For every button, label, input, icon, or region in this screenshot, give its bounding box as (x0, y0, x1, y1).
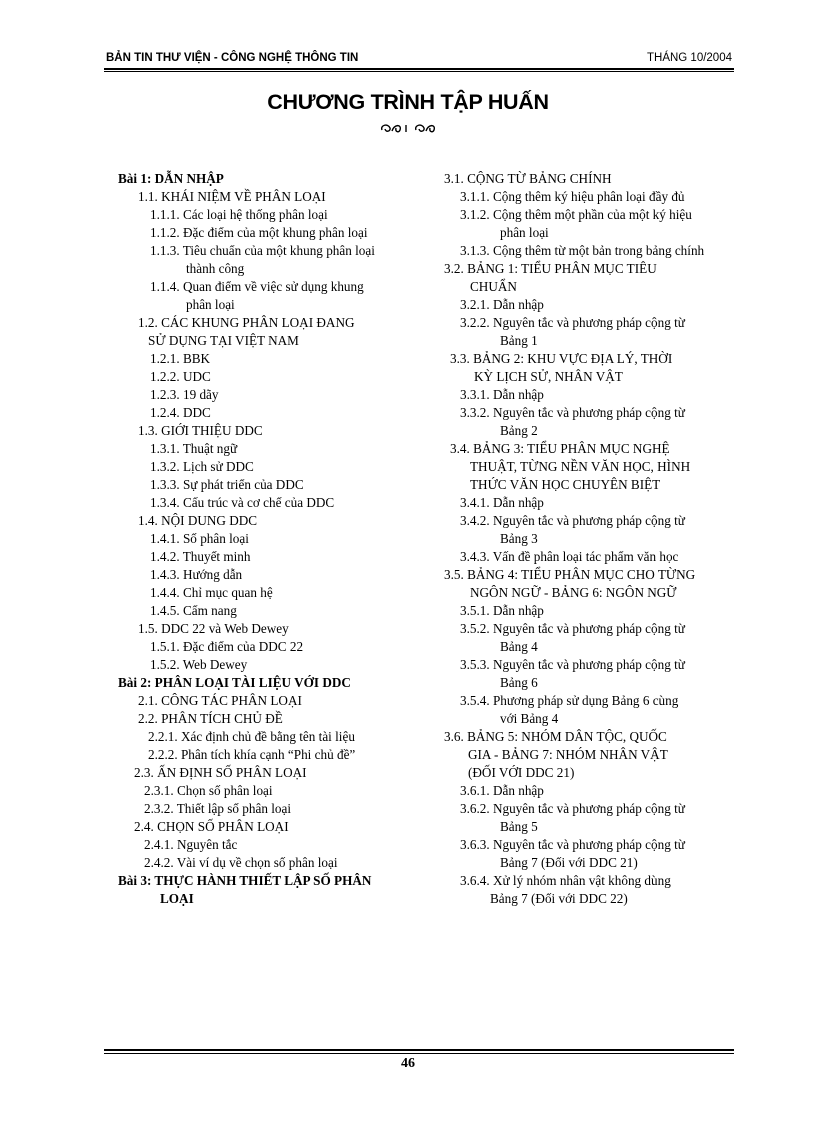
ornament-flourish-icon (378, 121, 438, 135)
toc-entry: 3.5.1. Dẫn nhập (460, 603, 544, 618)
toc-entry: 3.1. CỘNG TỪ BẢNG CHÍNH (444, 171, 612, 186)
toc-entry: 3.2.1. Dẫn nhập (460, 297, 544, 312)
toc-entry: NGÔN NGỮ - BẢNG 6: NGÔN NGỮ (470, 585, 677, 600)
toc-entry: SỬ DỤNG TẠI VIỆT NAM (148, 333, 299, 348)
toc-entry: 1.5.1. Đặc điểm của DDC 22 (150, 639, 304, 654)
toc-entry: (ĐỐI VỚI DDC 21) (468, 765, 575, 780)
toc-entry: 2.1. CÔNG TÁC PHÂN LOẠI (138, 693, 302, 708)
toc-entry: 1.3.4. Cấu trúc và cơ chế của DDC (150, 495, 335, 510)
toc-entry: 1.5.2. Web Dewey (150, 657, 248, 672)
toc-entry: 1.2. CÁC KHUNG PHÂN LOẠI ĐANG (138, 315, 355, 330)
toc-entry: 1.4.2. Thuyết minh (150, 549, 251, 564)
toc-entry: thành công (186, 261, 245, 276)
toc-entry: 2.3. ẤN ĐỊNH SỐ PHÂN LOẠI (134, 765, 307, 780)
toc-entry: Bảng 4 (500, 639, 538, 654)
toc-entry: 1.4. NỘI DUNG DDC (138, 513, 258, 528)
toc-entry: 3.2.2. Nguyên tắc và phương pháp cộng từ (460, 315, 685, 330)
toc-entry: 1.2.3. 19 dãy (150, 387, 219, 402)
toc-entry: 2.4.2. Vài ví dụ về chọn số phân loại (144, 855, 338, 870)
toc-entry: Bảng 7 (Đối với DDC 22) (490, 891, 628, 906)
toc-entry: Bài 1: DẪN NHẬP (118, 171, 224, 186)
toc-entry: 3.5.3. Nguyên tắc và phương pháp cộng từ (460, 657, 685, 672)
toc-entry: 3.3.2. Nguyên tắc và phương pháp cộng từ (460, 405, 685, 420)
toc-entry: 1.3. GIỚI THIỆU DDC (138, 423, 263, 438)
toc-entry: KỲ LỊCH SỬ, NHÂN VẬT (474, 369, 623, 384)
header-rule-thin (104, 71, 734, 72)
toc-entry: 1.2.2. UDC (150, 369, 211, 384)
toc-entry: 3.4.3. Vấn đề phân loại tác phẩm văn học (460, 549, 679, 564)
toc-entry: 3.6. BẢNG 5: NHÓM DÂN TỘC, QUỐC (444, 729, 667, 744)
page-number: 46 (401, 1056, 415, 1071)
toc-right-column (444, 170, 744, 908)
toc-entry: 3.4.1. Dẫn nhập (460, 495, 544, 510)
ornament-icon (0, 121, 816, 139)
toc-entry: Bảng 1 (500, 333, 538, 348)
toc-entry: 3.1.2. Cộng thêm một phần của một ký hiệu (460, 207, 692, 222)
header-title: BẢN TIN THƯ VIỆN - CÔNG NGHỆ THÔNG TIN (106, 52, 359, 64)
toc-entry: 3.4. BẢNG 3: TIỂU PHÂN MỤC NGHỆ (450, 441, 670, 456)
toc-entry: phân loại (500, 225, 549, 240)
toc-entry: Bảng 5 (500, 819, 538, 834)
toc-entry: 1.4.4. Chỉ mục quan hệ (150, 585, 273, 600)
toc-entry: Bảng 6 (500, 675, 538, 690)
toc-entry: THỨC VĂN HỌC CHUYÊN BIỆT (470, 477, 661, 492)
toc-entry: 3.6.2. Nguyên tắc và phương pháp cộng từ (460, 801, 685, 816)
toc-entry: 1.2.4. DDC (150, 405, 211, 420)
header-date: THÁNG 10/2004 (646, 52, 732, 64)
toc-entry: 1.5. DDC 22 và Web Dewey (138, 621, 289, 636)
toc-entry: 3.5.2. Nguyên tắc và phương pháp cộng từ (460, 621, 685, 636)
toc-entry: với Bảng 4 (500, 711, 559, 726)
toc-entry: 3.4.2. Nguyên tắc và phương pháp cộng từ (460, 513, 685, 528)
toc-entry: 1.4.1. Số phân loại (150, 531, 249, 546)
toc-entry: 3.6.1. Dẫn nhập (460, 783, 544, 798)
toc-entry: 1.4.5. Cẩm nang (150, 603, 237, 618)
header-rule (104, 68, 734, 70)
toc-entry: 1.1.3. Tiêu chuẩn của một khung phân loại (150, 243, 375, 258)
toc-left-column (118, 170, 418, 908)
footer-rule (104, 1049, 734, 1051)
toc-entry: 3.6.3. Nguyên tắc và phương pháp cộng từ (460, 837, 685, 852)
toc-entry: 2.3.1. Chọn số phân loại (144, 783, 273, 798)
toc-entry: Bảng 3 (500, 531, 538, 546)
toc-entry: 1.1.2. Đặc điểm của một khung phân loại (150, 225, 368, 240)
toc-entry: 3.6.4. Xử lý nhóm nhân vật không dùng (460, 873, 671, 888)
toc-entry: 3.2. BẢNG 1: TIỂU PHÂN MỤC TIÊU (444, 261, 657, 276)
toc-entry: LOẠI (160, 891, 194, 906)
toc-entry: CHUẨN (470, 279, 517, 294)
toc-entry: 1.2.1. BBK (150, 351, 211, 366)
toc-entry: phân loại (186, 297, 235, 312)
toc-entry: 3.3.1. Dẫn nhập (460, 387, 544, 402)
toc-entry: 3.1.1. Cộng thêm ký hiệu phân loại đầy đủ (460, 189, 685, 204)
toc-entry: 2.3.2. Thiết lập số phân loại (144, 801, 291, 816)
toc-entry: Bài 2: PHÂN LOẠI TÀI LIỆU VỚI DDC (118, 675, 351, 690)
toc-entry: Bảng 7 (Đối với DDC 21) (500, 855, 638, 870)
toc-entry: 3.1.3. Cộng thêm từ một bản trong bảng chính (460, 243, 705, 258)
toc-entry: 3.5. BẢNG 4: TIỂU PHÂN MỤC CHO TỪNG (444, 567, 696, 582)
toc-entry: Bài 3: THỰC HÀNH THIẾT LẬP SỐ PHÂN (118, 873, 372, 888)
toc-entry: 1.3.1. Thuật ngữ (150, 441, 238, 456)
toc-entry: 3.3. BẢNG 2: KHU VỰC ĐỊA LÝ, THỜI (450, 351, 673, 366)
toc-entry: 1.1.1. Các loại hệ thống phân loại (150, 207, 328, 222)
toc-entry: 1.3.2. Lịch sử DDC (150, 459, 254, 474)
toc-entry: 3.5.4. Phương pháp sử dụng Bảng 6 cùng (460, 693, 679, 708)
toc-entry: 2.4. CHỌN SỐ PHÂN LOẠI (134, 819, 289, 834)
toc-entry: 1.4.3. Hướng dẫn (150, 567, 243, 582)
toc-entry: 2.2. PHÂN TÍCH CHỦ ĐỀ (138, 711, 283, 726)
toc-entry: 1.3.3. Sự phát triển của DDC (150, 477, 304, 492)
page-title: CHƯƠNG TRÌNH TẬP HUẤN (267, 90, 549, 114)
toc-entry: 2.4.1. Nguyên tắc (144, 837, 238, 852)
toc-entry: 1.1.4. Quan điểm về việc sử dụng khung (150, 279, 364, 294)
footer-rule-thin (104, 1053, 734, 1054)
toc-entry: 1.1. KHÁI NIỆM VỀ PHÂN LOẠI (138, 189, 326, 204)
toc-entry: GIA - BẢNG 7: NHÓM NHÂN VẬT (468, 747, 668, 762)
toc-entry: Bảng 2 (500, 423, 538, 438)
toc-entry: 2.2.1. Xác định chủ đề bằng tên tài liệu (148, 729, 355, 744)
toc-entry: 2.2.2. Phân tích khía cạnh “Phi chủ đề” (148, 747, 356, 762)
toc-entry: THUẬT, TỪNG NỀN VĂN HỌC, HÌNH (470, 459, 691, 474)
